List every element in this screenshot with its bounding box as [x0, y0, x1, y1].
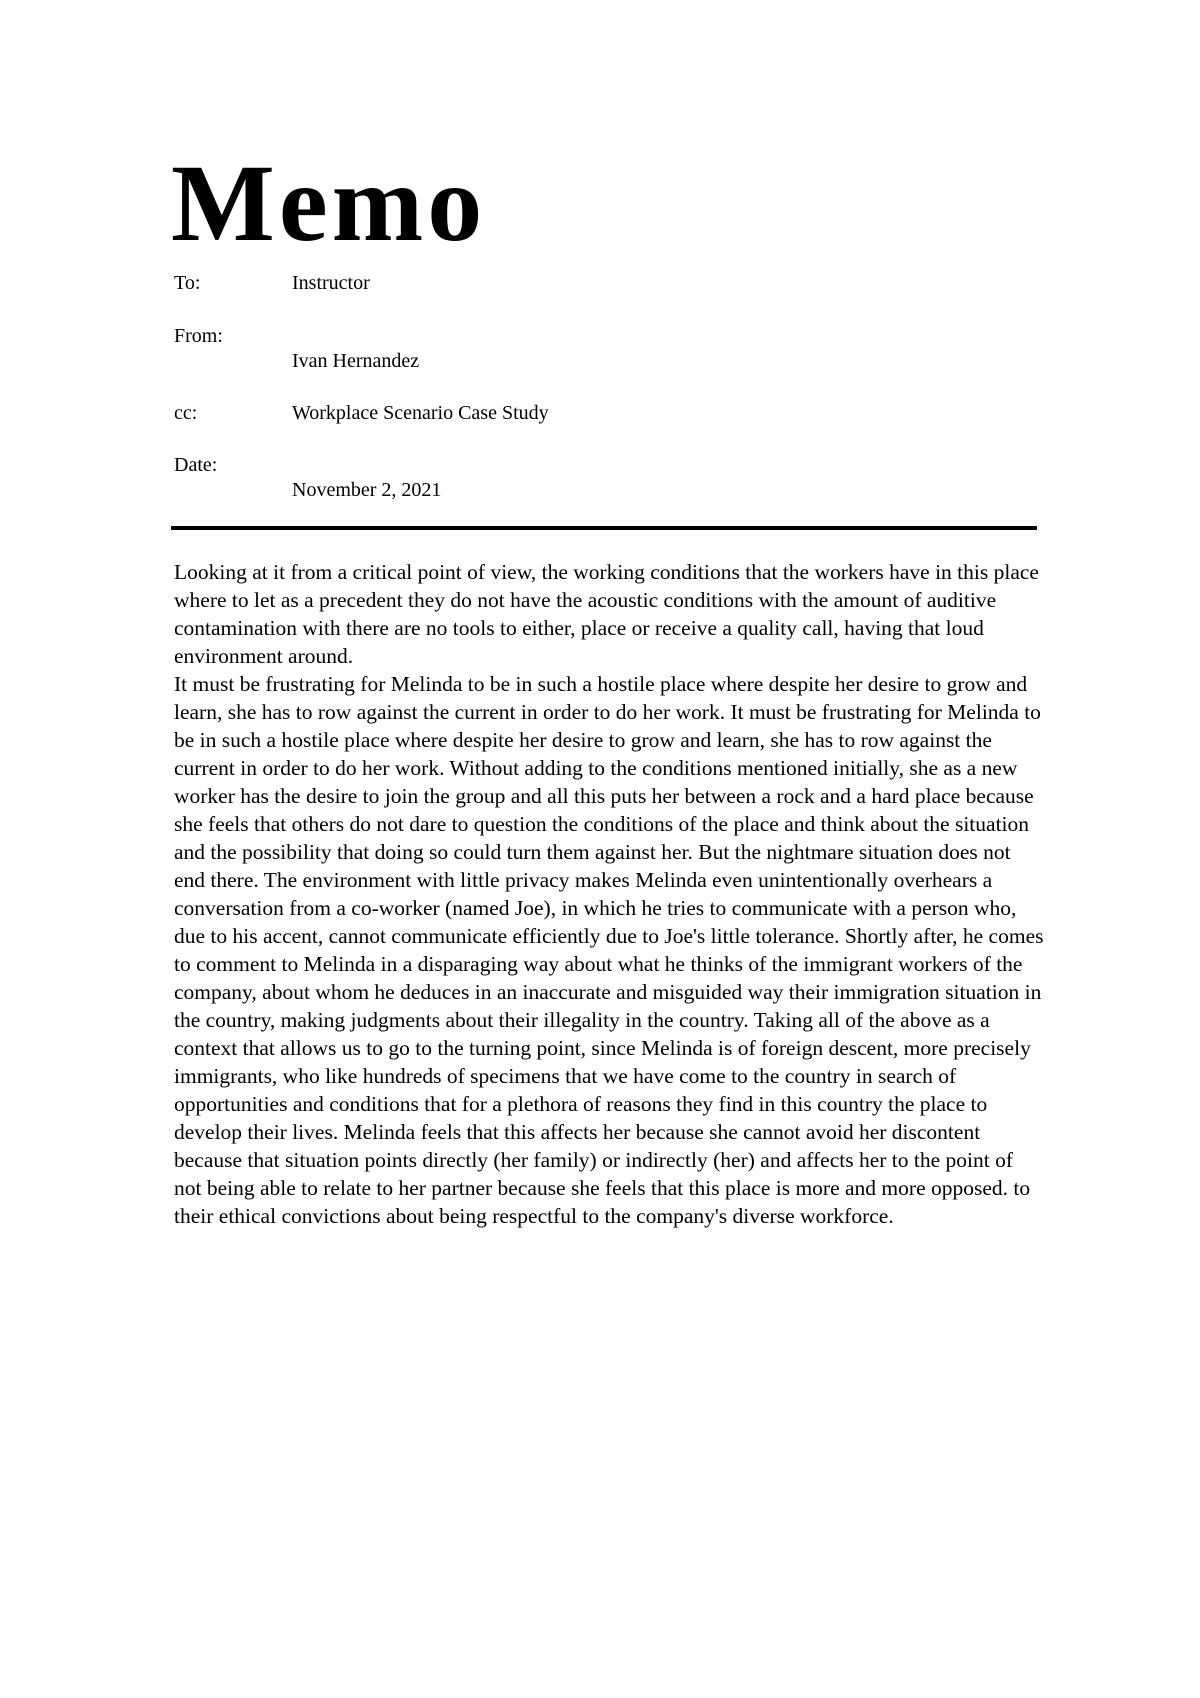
cc-value: Workplace Scenario Case Study [292, 402, 549, 424]
cc-label: cc: [174, 402, 198, 424]
memo-body [174, 558, 1044, 1230]
body-paragraph-2: It must be frustrating for Melinda to be in such a hostile place where despite her desire to grow and learn, she has to row against the current in order to do her work. It must be frustrating for Melinda to be in such a hostile place where despite her desire to grow and learn, she has to row against the current in order to do her work. Without adding to the conditions mentioned initially, she as a new worker has the desire to join the group and all this puts her between a rock and a hard place because she feels that others do not dare to question the conditions of the place and think about the situation and the possibility that doing so could turn them against her. But the nightmare situation does not end there. The environment with little privacy makes Melinda even unintentionally overhears a conversation from a co-worker (named Joe), in which he tries to communicate with a person who, due to his accent, cannot communicate efficiently due to Joe's little tolerance. Shortly after, he comes to comment to Melinda in a disparaging way about what he thinks of the immigrant workers of the company, about whom he deduces in an inaccurate and misguided way their immigration situation in the country, making judgments about their illegality in the country. Taking all of the above as a context that allows us to go to the turning point, since Melinda is of foreign descent, more precisely immigrants, who like hundreds of specimens that we have come to the country in search of opportunities and conditions that for a plethora of reasons they find in this country the place to develop their lives. Melinda feels that this affects her because she cannot avoid her discontent because that situation points directly (her family) or indirectly (her) and affects her to the point of not being able to relate to her partner because she feels that this place is more and more opposed. to their ethical convictions about being respectful to the company's diverse workforce. [174, 672, 1044, 1228]
to-value: Instructor [292, 272, 370, 294]
body-paragraph-1: Looking at it from a critical point of view, the working conditions that the workers have in this place where to let as a precedent they do not have the acoustic conditions with the amount of auditive contamination with there are no tools to either, place or receive a quality call, having that loud environment around. [174, 560, 1039, 668]
from-label: From: [174, 325, 223, 347]
from-value: Ivan Hernandez [292, 350, 420, 372]
to-label: To: [174, 272, 201, 294]
date-value: November 2, 2021 [292, 479, 442, 501]
date-label: Date: [174, 454, 218, 476]
memo-title: Memo [171, 142, 487, 264]
header-divider [171, 526, 1037, 530]
